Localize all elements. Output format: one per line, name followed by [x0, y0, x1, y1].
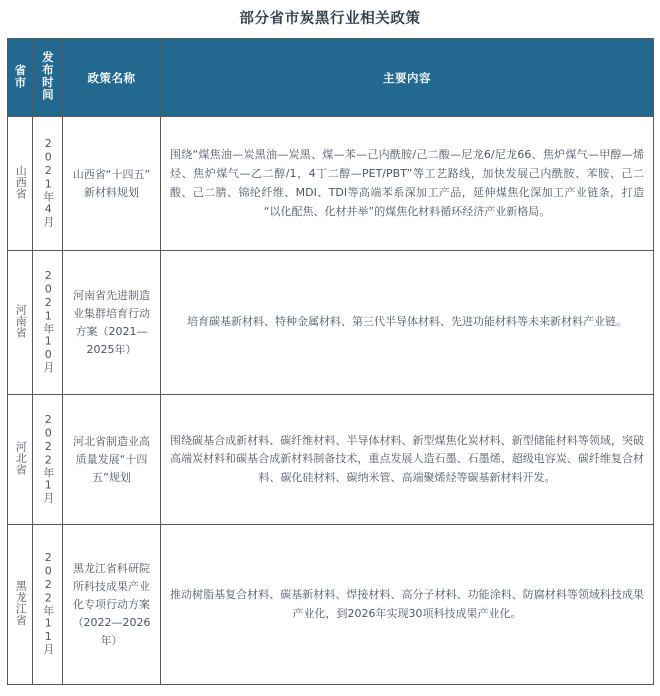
cell-date — [33, 251, 63, 395]
cell-date-label: 2022年11月 — [41, 551, 55, 656]
column-header-province — [8, 39, 33, 117]
column-header-main-content: 主要内容 — [161, 39, 654, 117]
cell-policy-name: 黑龙江省科研院所科技成果产业化专项行动方案（2022—2026年） — [63, 525, 161, 685]
cell-policy-name: 河北省制造业高质量发展“十四五”规划 — [63, 395, 161, 525]
table-row — [8, 117, 654, 251]
column-header-province-label: 省市 — [13, 63, 28, 89]
cell-province — [8, 117, 33, 251]
column-header-date — [33, 39, 63, 117]
cell-policy-name: 山西省“十四五”新材料规划 — [63, 117, 161, 251]
cell-province — [8, 251, 33, 395]
cell-date — [33, 525, 63, 685]
table-container — [0, 38, 660, 685]
cell-date-label: 2021年4月 — [41, 137, 55, 228]
cell-province — [8, 395, 33, 525]
cell-province — [8, 525, 33, 685]
cell-province-label: 河北省 — [14, 441, 28, 476]
cell-province-label: 河南省 — [14, 304, 28, 339]
table-row — [8, 395, 654, 525]
cell-date — [33, 395, 63, 525]
table-body — [8, 117, 654, 685]
cell-main-content: 推动树脂基复合材料、碳基新材料、焊接材料、高分子材料、功能涂料、防腐材料等领域科技成果产业化，到2026年实现30项科技成果产业化。 — [161, 525, 654, 685]
cell-main-content: 围绕“煤焦油—炭黑油—炭黑、煤—苯—己内酰胺/己二酸—尼龙6/尼龙66、焦炉煤气—甲醇—烯烃、焦炉煤气—乙二醇/1，4丁二醇—PET/PBT”等工艺路线，加快发展己内酰胺、苯胺、己二酸、己二腈、锦纶纤维、MDI、TDI等高端苯系深加工产品，延伸煤焦化深加工产业链条，打造“以化配焦、化材并举”的煤焦化材料循环经济产业新格局。 — [161, 117, 654, 251]
page-title: 部分省市炭黑行业相关政策 — [239, 11, 421, 27]
table-header-row — [8, 39, 654, 117]
table-header — [8, 39, 654, 117]
cell-policy-name: 河南省先进制造业集群培育行动方案（2021—2025年） — [63, 251, 161, 395]
table-row — [8, 525, 654, 685]
cell-province-label: 黑龙江省 — [14, 580, 28, 627]
column-header-policy-name: 政策名称 — [63, 39, 161, 117]
policy-table — [7, 38, 654, 685]
table-row — [8, 251, 654, 395]
cell-date — [33, 117, 63, 251]
cell-province-label: 山西省 — [14, 165, 28, 200]
cell-date-label: 2021年10月 — [41, 269, 55, 374]
cell-main-content: 培育碳基新材料、特种金属材料、第三代半导体材料、先进功能材料等未来新材料产业链。 — [161, 251, 654, 395]
column-header-date-label: 发布时间 — [40, 51, 55, 102]
cell-date-label: 2022年1月 — [41, 413, 55, 504]
cell-main-content: 围绕碳基合成新材料、碳纤维材料、半导体材料、新型煤焦化炭材料、新型储能材料等领域，突破高端炭材料和碳基合成新材料制备技术，重点发展人造石墨、石墨烯、超级电容炭、碳纤维复合材料、碳化硅材料、碳纳米管、高端聚烯烃等碳基新材料开发。 — [161, 395, 654, 525]
